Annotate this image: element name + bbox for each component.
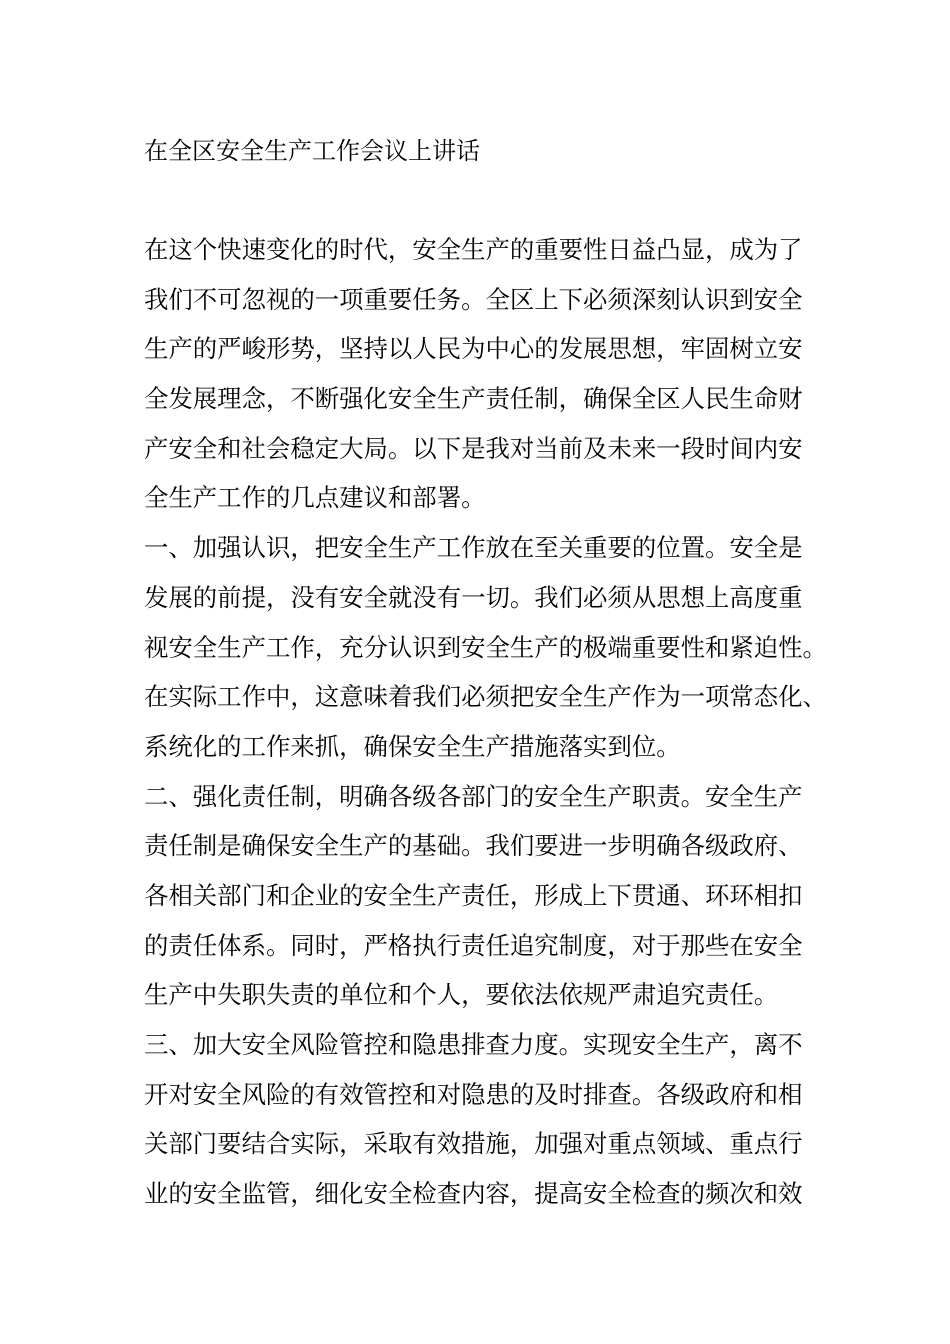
body-line: 一、加强认识，把安全生产工作放在至关重要的位置。安全是 xyxy=(144,533,803,563)
body-line: 全发展理念，不断强化安全生产责任制，确保全区人民生命财 xyxy=(144,384,803,414)
body-line: 发展的前提，没有安全就没有一切。我们必须从思想上高度重 xyxy=(144,582,803,612)
body-line: 责任制是确保安全生产的基础。我们要进一步明确各级政府、 xyxy=(144,831,803,861)
body-line: 在实际工作中，这意味着我们必须把安全生产作为一项常态化、 xyxy=(144,682,827,712)
body-line: 开对安全风险的有效管控和对隐患的及时排查。各级政府和相 xyxy=(144,1079,803,1109)
body-line: 全生产工作的几点建议和部署。 xyxy=(144,483,486,513)
body-line: 业的安全监管，细化安全检查内容，提高安全检查的频次和效 xyxy=(144,1179,803,1209)
document-title: 在全区安全生产工作会议上讲话 xyxy=(144,137,480,165)
document-body xyxy=(144,230,827,1224)
body-line: 系统化的工作来抓，确保安全生产措施落实到位。 xyxy=(144,731,681,761)
body-line: 生产的严峻形势，坚持以人民为中心的发展思想，牢固树立安 xyxy=(144,334,803,364)
body-line: 生产中失职失责的单位和个人，要依法依规严肃追究责任。 xyxy=(144,980,779,1010)
body-line: 的责任体系。同时，严格执行责任追究制度，对于那些在安全 xyxy=(144,930,803,960)
body-line: 在这个快速变化的时代，安全生产的重要性日益凸显，成为了 xyxy=(144,235,803,264)
body-line: 我们不可忽视的一项重要任务。全区上下必须深刻认识到安全 xyxy=(144,284,803,314)
body-line: 产安全和社会稳定大局。以下是我对当前及未来一段时间内安 xyxy=(144,433,803,463)
body-line: 关部门要结合实际，采取有效措施，加强对重点领域、重点行 xyxy=(144,1129,803,1159)
body-line: 二、强化责任制，明确各级各部门的安全生产职责。安全生产 xyxy=(144,781,803,811)
body-line: 各相关部门和企业的安全生产责任，形成上下贯通、环环相扣 xyxy=(144,880,803,910)
body-line: 三、加大安全风险管控和隐患排查力度。实现安全生产，离不 xyxy=(144,1030,803,1059)
body-line: 视安全生产工作，充分认识到安全生产的极端重要性和紧迫性。 xyxy=(144,632,827,662)
